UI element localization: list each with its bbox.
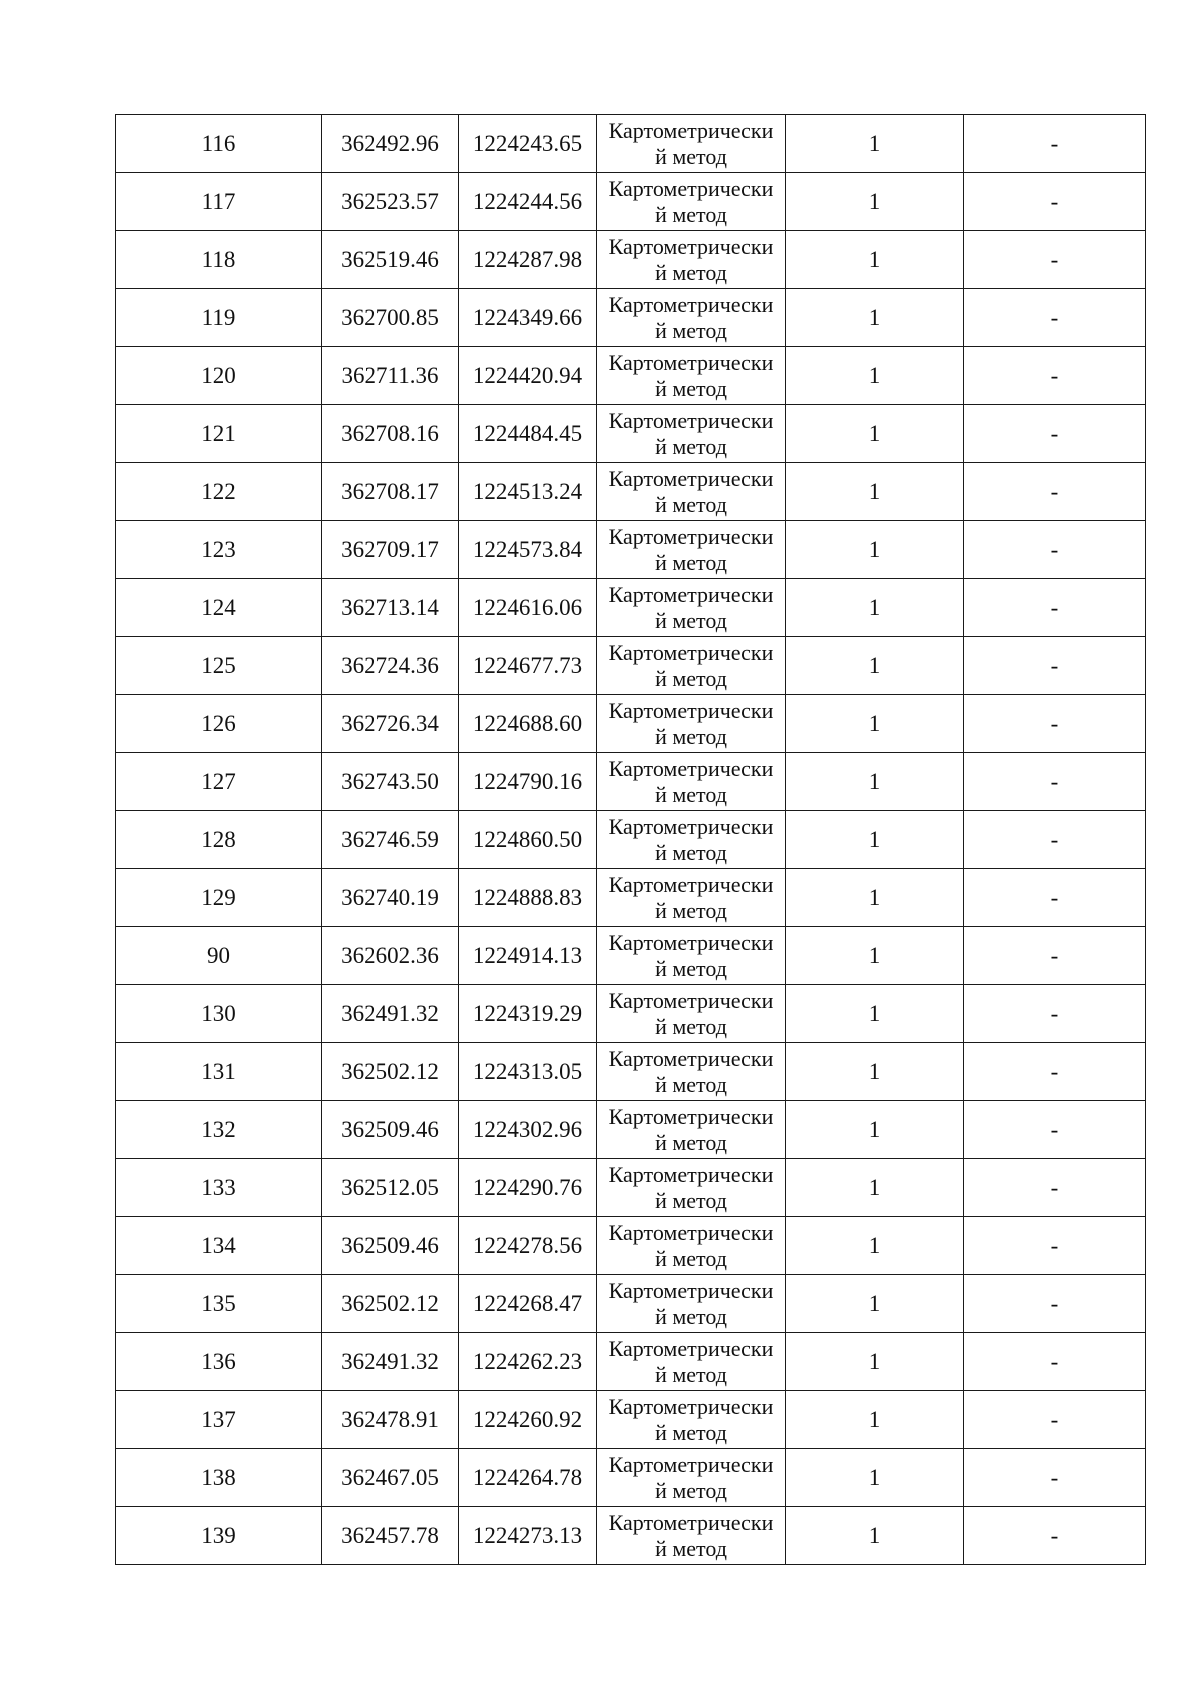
table-row xyxy=(116,1391,1146,1449)
x-coordinate-cell: 362711.36 xyxy=(322,347,459,405)
x-coordinate-cell: 362457.78 xyxy=(322,1507,459,1565)
y-coordinate-cell: 1224290.76 xyxy=(459,1159,597,1217)
accuracy-cell: 1 xyxy=(786,1449,964,1507)
method-cell xyxy=(597,1043,786,1101)
point-number-cell: 138 xyxy=(116,1449,322,1507)
x-coordinate-cell: 362502.12 xyxy=(322,1275,459,1333)
table-row xyxy=(116,521,1146,579)
method-cell xyxy=(597,289,786,347)
method-text: Картометрически й метод xyxy=(608,1336,774,1387)
method-cell xyxy=(597,347,786,405)
table-row xyxy=(116,1275,1146,1333)
note-cell: - xyxy=(964,1333,1146,1391)
point-number-cell: 127 xyxy=(116,753,322,811)
x-coordinate-cell: 362519.46 xyxy=(322,231,459,289)
x-coordinate-cell: 362491.32 xyxy=(322,985,459,1043)
table-row xyxy=(116,1101,1146,1159)
y-coordinate-cell: 1224573.84 xyxy=(459,521,597,579)
note-cell: - xyxy=(964,1159,1146,1217)
method-cell xyxy=(597,1159,786,1217)
table-row xyxy=(116,811,1146,869)
x-coordinate-cell: 362491.32 xyxy=(322,1333,459,1391)
note-cell: - xyxy=(964,869,1146,927)
point-number-cell: 117 xyxy=(116,173,322,231)
point-number-cell: 133 xyxy=(116,1159,322,1217)
point-number-cell: 132 xyxy=(116,1101,322,1159)
note-cell: - xyxy=(964,695,1146,753)
note-cell: - xyxy=(964,173,1146,231)
accuracy-cell: 1 xyxy=(786,695,964,753)
method-cell xyxy=(597,1333,786,1391)
method-text: Картометрически й метод xyxy=(608,930,774,981)
y-coordinate-cell: 1224278.56 xyxy=(459,1217,597,1275)
y-coordinate-cell: 1224888.83 xyxy=(459,869,597,927)
method-cell xyxy=(597,927,786,985)
point-number-cell: 125 xyxy=(116,637,322,695)
method-text: Картометрически й метод xyxy=(608,1220,774,1271)
note-cell: - xyxy=(964,521,1146,579)
accuracy-cell: 1 xyxy=(786,289,964,347)
method-text: Картометрически й метод xyxy=(608,466,774,517)
method-text: Картометрически й метод xyxy=(608,582,774,633)
method-cell xyxy=(597,869,786,927)
accuracy-cell: 1 xyxy=(786,173,964,231)
method-cell xyxy=(597,753,786,811)
x-coordinate-cell: 362708.16 xyxy=(322,405,459,463)
table-row xyxy=(116,1449,1146,1507)
point-number-cell: 136 xyxy=(116,1333,322,1391)
method-text: Картометрически й метод xyxy=(608,524,774,575)
note-cell: - xyxy=(964,347,1146,405)
point-number-cell: 137 xyxy=(116,1391,322,1449)
x-coordinate-cell: 362743.50 xyxy=(322,753,459,811)
method-cell xyxy=(597,1275,786,1333)
method-text: Картометрически й метод xyxy=(608,988,774,1039)
y-coordinate-cell: 1224313.05 xyxy=(459,1043,597,1101)
point-number-cell: 135 xyxy=(116,1275,322,1333)
accuracy-cell: 1 xyxy=(786,463,964,521)
method-cell xyxy=(597,405,786,463)
method-cell xyxy=(597,1101,786,1159)
table-row xyxy=(116,1217,1146,1275)
accuracy-cell: 1 xyxy=(786,1391,964,1449)
y-coordinate-cell: 1224860.50 xyxy=(459,811,597,869)
y-coordinate-cell: 1224616.06 xyxy=(459,579,597,637)
point-number-cell: 119 xyxy=(116,289,322,347)
point-number-cell: 139 xyxy=(116,1507,322,1565)
note-cell: - xyxy=(964,753,1146,811)
table-row xyxy=(116,115,1146,173)
accuracy-cell: 1 xyxy=(786,115,964,173)
note-cell: - xyxy=(964,1217,1146,1275)
accuracy-cell: 1 xyxy=(786,637,964,695)
method-text: Картометрически й метод xyxy=(608,872,774,923)
y-coordinate-cell: 1224260.92 xyxy=(459,1391,597,1449)
y-coordinate-cell: 1224243.65 xyxy=(459,115,597,173)
note-cell: - xyxy=(964,289,1146,347)
table-row xyxy=(116,231,1146,289)
accuracy-cell: 1 xyxy=(786,405,964,463)
note-cell: - xyxy=(964,637,1146,695)
x-coordinate-cell: 362708.17 xyxy=(322,463,459,521)
table-row xyxy=(116,1159,1146,1217)
point-number-cell: 128 xyxy=(116,811,322,869)
y-coordinate-cell: 1224268.47 xyxy=(459,1275,597,1333)
accuracy-cell: 1 xyxy=(786,1159,964,1217)
x-coordinate-cell: 362713.14 xyxy=(322,579,459,637)
x-coordinate-cell: 362700.85 xyxy=(322,289,459,347)
note-cell: - xyxy=(964,463,1146,521)
method-cell xyxy=(597,1449,786,1507)
x-coordinate-cell: 362726.34 xyxy=(322,695,459,753)
method-cell xyxy=(597,173,786,231)
coordinates-table-body xyxy=(116,115,1146,1565)
accuracy-cell: 1 xyxy=(786,579,964,637)
method-text: Картометрически й метод xyxy=(608,1510,774,1561)
accuracy-cell: 1 xyxy=(786,347,964,405)
point-number-cell: 90 xyxy=(116,927,322,985)
y-coordinate-cell: 1224420.94 xyxy=(459,347,597,405)
x-coordinate-cell: 362724.36 xyxy=(322,637,459,695)
method-cell xyxy=(597,115,786,173)
point-number-cell: 130 xyxy=(116,985,322,1043)
method-cell xyxy=(597,1217,786,1275)
method-text: Картометрически й метод xyxy=(608,350,774,401)
point-number-cell: 129 xyxy=(116,869,322,927)
table-row xyxy=(116,637,1146,695)
x-coordinate-cell: 362502.12 xyxy=(322,1043,459,1101)
accuracy-cell: 1 xyxy=(786,231,964,289)
accuracy-cell: 1 xyxy=(786,1275,964,1333)
x-coordinate-cell: 362509.46 xyxy=(322,1101,459,1159)
table-row xyxy=(116,173,1146,231)
y-coordinate-cell: 1224244.56 xyxy=(459,173,597,231)
y-coordinate-cell: 1224790.16 xyxy=(459,753,597,811)
accuracy-cell: 1 xyxy=(786,1101,964,1159)
note-cell: - xyxy=(964,1449,1146,1507)
method-cell xyxy=(597,521,786,579)
table-row xyxy=(116,753,1146,811)
note-cell: - xyxy=(964,985,1146,1043)
method-text: Картометрически й метод xyxy=(608,756,774,807)
point-number-cell: 126 xyxy=(116,695,322,753)
method-cell xyxy=(597,811,786,869)
coordinates-table xyxy=(115,114,1146,1565)
y-coordinate-cell: 1224302.96 xyxy=(459,1101,597,1159)
table-row xyxy=(116,463,1146,521)
note-cell: - xyxy=(964,115,1146,173)
note-cell: - xyxy=(964,1507,1146,1565)
x-coordinate-cell: 362512.05 xyxy=(322,1159,459,1217)
point-number-cell: 131 xyxy=(116,1043,322,1101)
point-number-cell: 122 xyxy=(116,463,322,521)
table-row xyxy=(116,347,1146,405)
point-number-cell: 118 xyxy=(116,231,322,289)
method-text: Картометрически й метод xyxy=(608,176,774,227)
x-coordinate-cell: 362478.91 xyxy=(322,1391,459,1449)
table-row xyxy=(116,579,1146,637)
y-coordinate-cell: 1224513.24 xyxy=(459,463,597,521)
method-cell xyxy=(597,1391,786,1449)
y-coordinate-cell: 1224264.78 xyxy=(459,1449,597,1507)
note-cell: - xyxy=(964,811,1146,869)
table-row xyxy=(116,405,1146,463)
method-text: Картометрически й метод xyxy=(608,1278,774,1329)
method-text: Картометрически й метод xyxy=(608,698,774,749)
point-number-cell: 120 xyxy=(116,347,322,405)
point-number-cell: 121 xyxy=(116,405,322,463)
x-coordinate-cell: 362509.46 xyxy=(322,1217,459,1275)
note-cell: - xyxy=(964,1101,1146,1159)
y-coordinate-cell: 1224677.73 xyxy=(459,637,597,695)
y-coordinate-cell: 1224914.13 xyxy=(459,927,597,985)
accuracy-cell: 1 xyxy=(786,927,964,985)
method-cell xyxy=(597,637,786,695)
method-cell xyxy=(597,231,786,289)
point-number-cell: 124 xyxy=(116,579,322,637)
method-text: Картометрически й метод xyxy=(608,118,774,169)
accuracy-cell: 1 xyxy=(786,1507,964,1565)
x-coordinate-cell: 362740.19 xyxy=(322,869,459,927)
note-cell: - xyxy=(964,231,1146,289)
method-text: Картометрически й метод xyxy=(608,1104,774,1155)
x-coordinate-cell: 362492.96 xyxy=(322,115,459,173)
table-row xyxy=(116,927,1146,985)
method-text: Картометрически й метод xyxy=(608,292,774,343)
x-coordinate-cell: 362709.17 xyxy=(322,521,459,579)
y-coordinate-cell: 1224273.13 xyxy=(459,1507,597,1565)
accuracy-cell: 1 xyxy=(786,753,964,811)
note-cell: - xyxy=(964,1043,1146,1101)
table-row xyxy=(116,695,1146,753)
note-cell: - xyxy=(964,927,1146,985)
table-row xyxy=(116,1333,1146,1391)
note-cell: - xyxy=(964,405,1146,463)
point-number-cell: 134 xyxy=(116,1217,322,1275)
table-row xyxy=(116,869,1146,927)
table-row xyxy=(116,985,1146,1043)
x-coordinate-cell: 362746.59 xyxy=(322,811,459,869)
method-text: Картометрически й метод xyxy=(608,1046,774,1097)
y-coordinate-cell: 1224319.29 xyxy=(459,985,597,1043)
table-row xyxy=(116,289,1146,347)
accuracy-cell: 1 xyxy=(786,1333,964,1391)
method-cell xyxy=(597,1507,786,1565)
method-text: Картометрически й метод xyxy=(608,1452,774,1503)
accuracy-cell: 1 xyxy=(786,985,964,1043)
x-coordinate-cell: 362523.57 xyxy=(322,173,459,231)
method-text: Картометрически й метод xyxy=(608,814,774,865)
table-row xyxy=(116,1507,1146,1565)
note-cell: - xyxy=(964,579,1146,637)
method-cell xyxy=(597,695,786,753)
x-coordinate-cell: 362467.05 xyxy=(322,1449,459,1507)
note-cell: - xyxy=(964,1275,1146,1333)
accuracy-cell: 1 xyxy=(786,521,964,579)
method-text: Картометрически й метод xyxy=(608,1162,774,1213)
method-text: Картометрически й метод xyxy=(608,408,774,459)
point-number-cell: 116 xyxy=(116,115,322,173)
y-coordinate-cell: 1224262.23 xyxy=(459,1333,597,1391)
accuracy-cell: 1 xyxy=(786,1043,964,1101)
method-cell xyxy=(597,463,786,521)
y-coordinate-cell: 1224688.60 xyxy=(459,695,597,753)
accuracy-cell: 1 xyxy=(786,811,964,869)
accuracy-cell: 1 xyxy=(786,1217,964,1275)
point-number-cell: 123 xyxy=(116,521,322,579)
method-cell xyxy=(597,579,786,637)
note-cell: - xyxy=(964,1391,1146,1449)
y-coordinate-cell: 1224484.45 xyxy=(459,405,597,463)
y-coordinate-cell: 1224287.98 xyxy=(459,231,597,289)
y-coordinate-cell: 1224349.66 xyxy=(459,289,597,347)
accuracy-cell: 1 xyxy=(786,869,964,927)
table-row xyxy=(116,1043,1146,1101)
method-cell xyxy=(597,985,786,1043)
x-coordinate-cell: 362602.36 xyxy=(322,927,459,985)
method-text: Картометрически й метод xyxy=(608,234,774,285)
method-text: Картометрически й метод xyxy=(608,640,774,691)
method-text: Картометрически й метод xyxy=(608,1394,774,1445)
